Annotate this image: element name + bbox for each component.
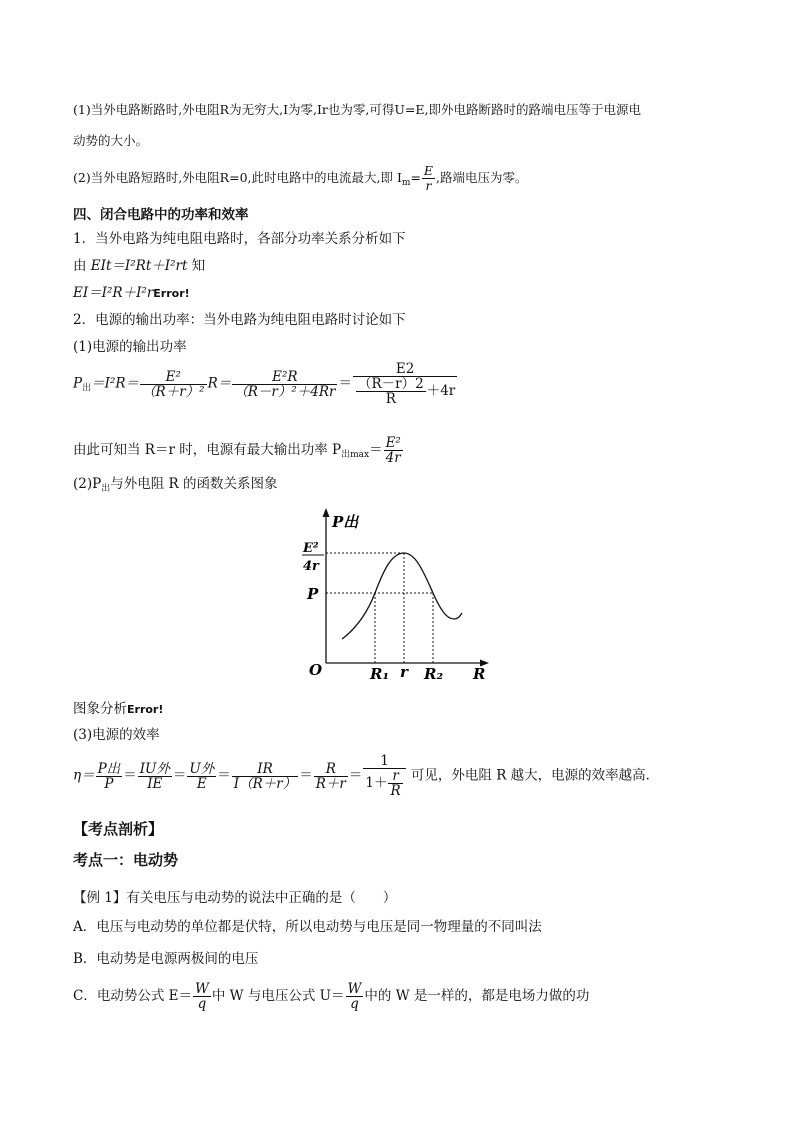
item2-post: ,路端电压为零。: [436, 170, 528, 185]
eq: ＝: [172, 767, 187, 784]
eff-frac-6: [363, 754, 405, 798]
frac-den: [353, 377, 457, 406]
analysis-heading: 【考点剖析】: [73, 820, 164, 838]
formula-lhs-sub: 出: [82, 383, 92, 394]
frac-num: 1: [363, 754, 405, 769]
p7-post: 与外电阻 R 的函数关系图象: [110, 476, 278, 492]
frac-den: R: [385, 391, 396, 407]
formula-mid: R＝: [207, 375, 232, 392]
option-c: [73, 982, 589, 1011]
frac-num: r: [388, 769, 402, 784]
frac-num: （R－r）2: [357, 376, 424, 392]
example-question: 【例 1】有关电压与电动势的说法中正确的是（ ）: [73, 890, 397, 906]
y-tick-max-num: E²: [303, 541, 319, 556]
optc-pre: C．电动势公式 E＝: [73, 988, 192, 1004]
frac-num: P出: [97, 760, 121, 777]
frac-den: E: [196, 775, 207, 792]
error-text: Error!: [153, 287, 190, 300]
p7-pre: (2)P: [73, 476, 102, 492]
nested-fraction: [388, 769, 402, 798]
formula-fraction-3: [353, 362, 457, 406]
power-curve: [342, 553, 462, 639]
frac-den-post: ＋4r: [426, 383, 456, 399]
p8-text: 图象分析: [73, 701, 127, 717]
topic-heading: 考点一：电动势: [73, 851, 179, 869]
frac-den: R＋r: [315, 775, 346, 792]
x-tick-r1: R₁: [370, 665, 390, 683]
frac-num: E²: [140, 370, 207, 385]
frac-den: r: [425, 178, 432, 193]
frac-den: 4r: [385, 450, 401, 466]
frac-num: R: [314, 762, 348, 777]
frac-num: E: [423, 163, 434, 178]
frac-den: R: [390, 783, 401, 799]
item2-fraction: [422, 164, 435, 193]
formula-lhs: P: [73, 375, 83, 392]
frac-num: E²R: [232, 370, 337, 385]
power-p2: [73, 257, 205, 275]
frac-num: E2: [353, 362, 457, 377]
p6-eq: ＝: [369, 442, 383, 458]
eff-frac-2: [138, 762, 172, 791]
y-axis-arrow: [323, 508, 330, 517]
formula-eq2: ＝: [338, 375, 352, 392]
item1-continuation: 动势的大小。: [73, 133, 149, 148]
origin-label: O: [309, 661, 323, 679]
frac-num: W: [347, 981, 362, 997]
p2-post: 知: [187, 258, 206, 274]
x-axis-label: R: [473, 665, 486, 683]
max-power-fraction: [384, 436, 403, 465]
item2-sub: m: [401, 178, 411, 188]
efficiency-heading: (3)电源的效率: [73, 727, 160, 743]
frac-num: IR: [232, 762, 298, 777]
frac-num: W: [194, 981, 209, 997]
option-b: B．电动势是电源两极间的电压: [73, 951, 259, 967]
frac-den: （R－r）²＋4Rr: [234, 383, 336, 400]
y-tick-max-den: 4r: [303, 559, 319, 574]
eff-post: 可见，外电阻 R 越大，电源的效率越高．: [406, 767, 660, 784]
item2-line: [73, 164, 528, 193]
eq: ＝: [348, 767, 363, 784]
x-tick-r2: R₂: [424, 665, 444, 683]
power-p5: (1)电源的输出功率: [73, 339, 187, 355]
formula-fraction-1: [140, 370, 207, 399]
graph-analysis: [73, 700, 163, 719]
x-tick-r: r: [400, 663, 408, 681]
y-axis-label: P出: [332, 513, 359, 531]
eff-frac-4: [232, 762, 298, 791]
eq: ＝: [217, 767, 231, 784]
item2-text: (2)当外电路短路时,外电阻R=0,此时电路中的电流最大,即 I: [73, 170, 402, 185]
p2-formula: EIt＝I²Rt＋I²rt: [90, 258, 188, 274]
power-p3: [73, 284, 190, 303]
p3-formula: EI＝I²R＋I²r: [73, 285, 154, 301]
eq: ＝: [299, 767, 313, 784]
frac-num: IU外: [139, 760, 170, 777]
power-p1: 1．当外电路为纯电阻电路时，各部分功率关系分析如下: [73, 231, 406, 247]
optc-fraction-2: [346, 982, 364, 1011]
p6-sub: 出max: [341, 450, 370, 460]
frac-den: P: [104, 775, 114, 792]
p2-pre: 由: [73, 258, 91, 274]
eta: η＝: [73, 767, 95, 784]
formula-eq1: ＝I²R＝: [91, 375, 140, 392]
p7-sub: 出: [101, 484, 111, 494]
optc-mid: 中 W 与电压公式 U＝: [211, 988, 345, 1004]
frac-den: IE: [147, 775, 163, 792]
den-pre: 1＋: [365, 775, 388, 791]
optc-post: 中的 W 是一样的，都是电场力做的功: [364, 988, 590, 1004]
frac-den: q: [197, 996, 207, 1012]
eff-frac-5: [314, 762, 348, 791]
max-power-line: [73, 436, 404, 465]
y-tick-p: P: [307, 585, 319, 603]
item2-eq: =: [410, 170, 421, 185]
item1-line: (1)当外电路断路时,外电阻R为无穷大,I为零,Ir也为零,可得U=E,即外电路断路时的路端电压等于电源电: [73, 102, 641, 117]
eq: ＝: [123, 767, 137, 784]
nested-fraction: [356, 377, 426, 406]
power-resistance-graph: [296, 505, 516, 685]
frac-den: I（R＋r）: [233, 775, 297, 792]
output-power-formula: [73, 362, 458, 406]
frac-den: [363, 769, 405, 798]
power-p4: 2．电源的输出功率：当外电路为纯电阻电路时讨论如下: [73, 312, 406, 328]
eff-frac-1: [96, 762, 123, 791]
frac-den: q: [350, 996, 359, 1012]
section4-heading: 四、闭合电路中的功率和效率: [73, 207, 249, 223]
option-a: A．电压与电动势的单位都是伏特，所以电动势与电压是同一物理量的不同叫法: [73, 919, 542, 935]
formula-fraction-2: [232, 370, 337, 399]
eff-frac-3: [187, 762, 216, 791]
error-text: Error!: [127, 703, 164, 716]
frac-den: （R＋r）²: [142, 383, 205, 400]
graph-caption: [73, 475, 277, 498]
p6-pre: 由此可知当 R＝r 时，电源有最大输出功率 P: [73, 442, 342, 458]
frac-num: U外: [189, 760, 215, 777]
frac-num: E²: [385, 435, 401, 451]
optc-fraction-1: [193, 982, 211, 1011]
efficiency-formula: [73, 754, 659, 798]
